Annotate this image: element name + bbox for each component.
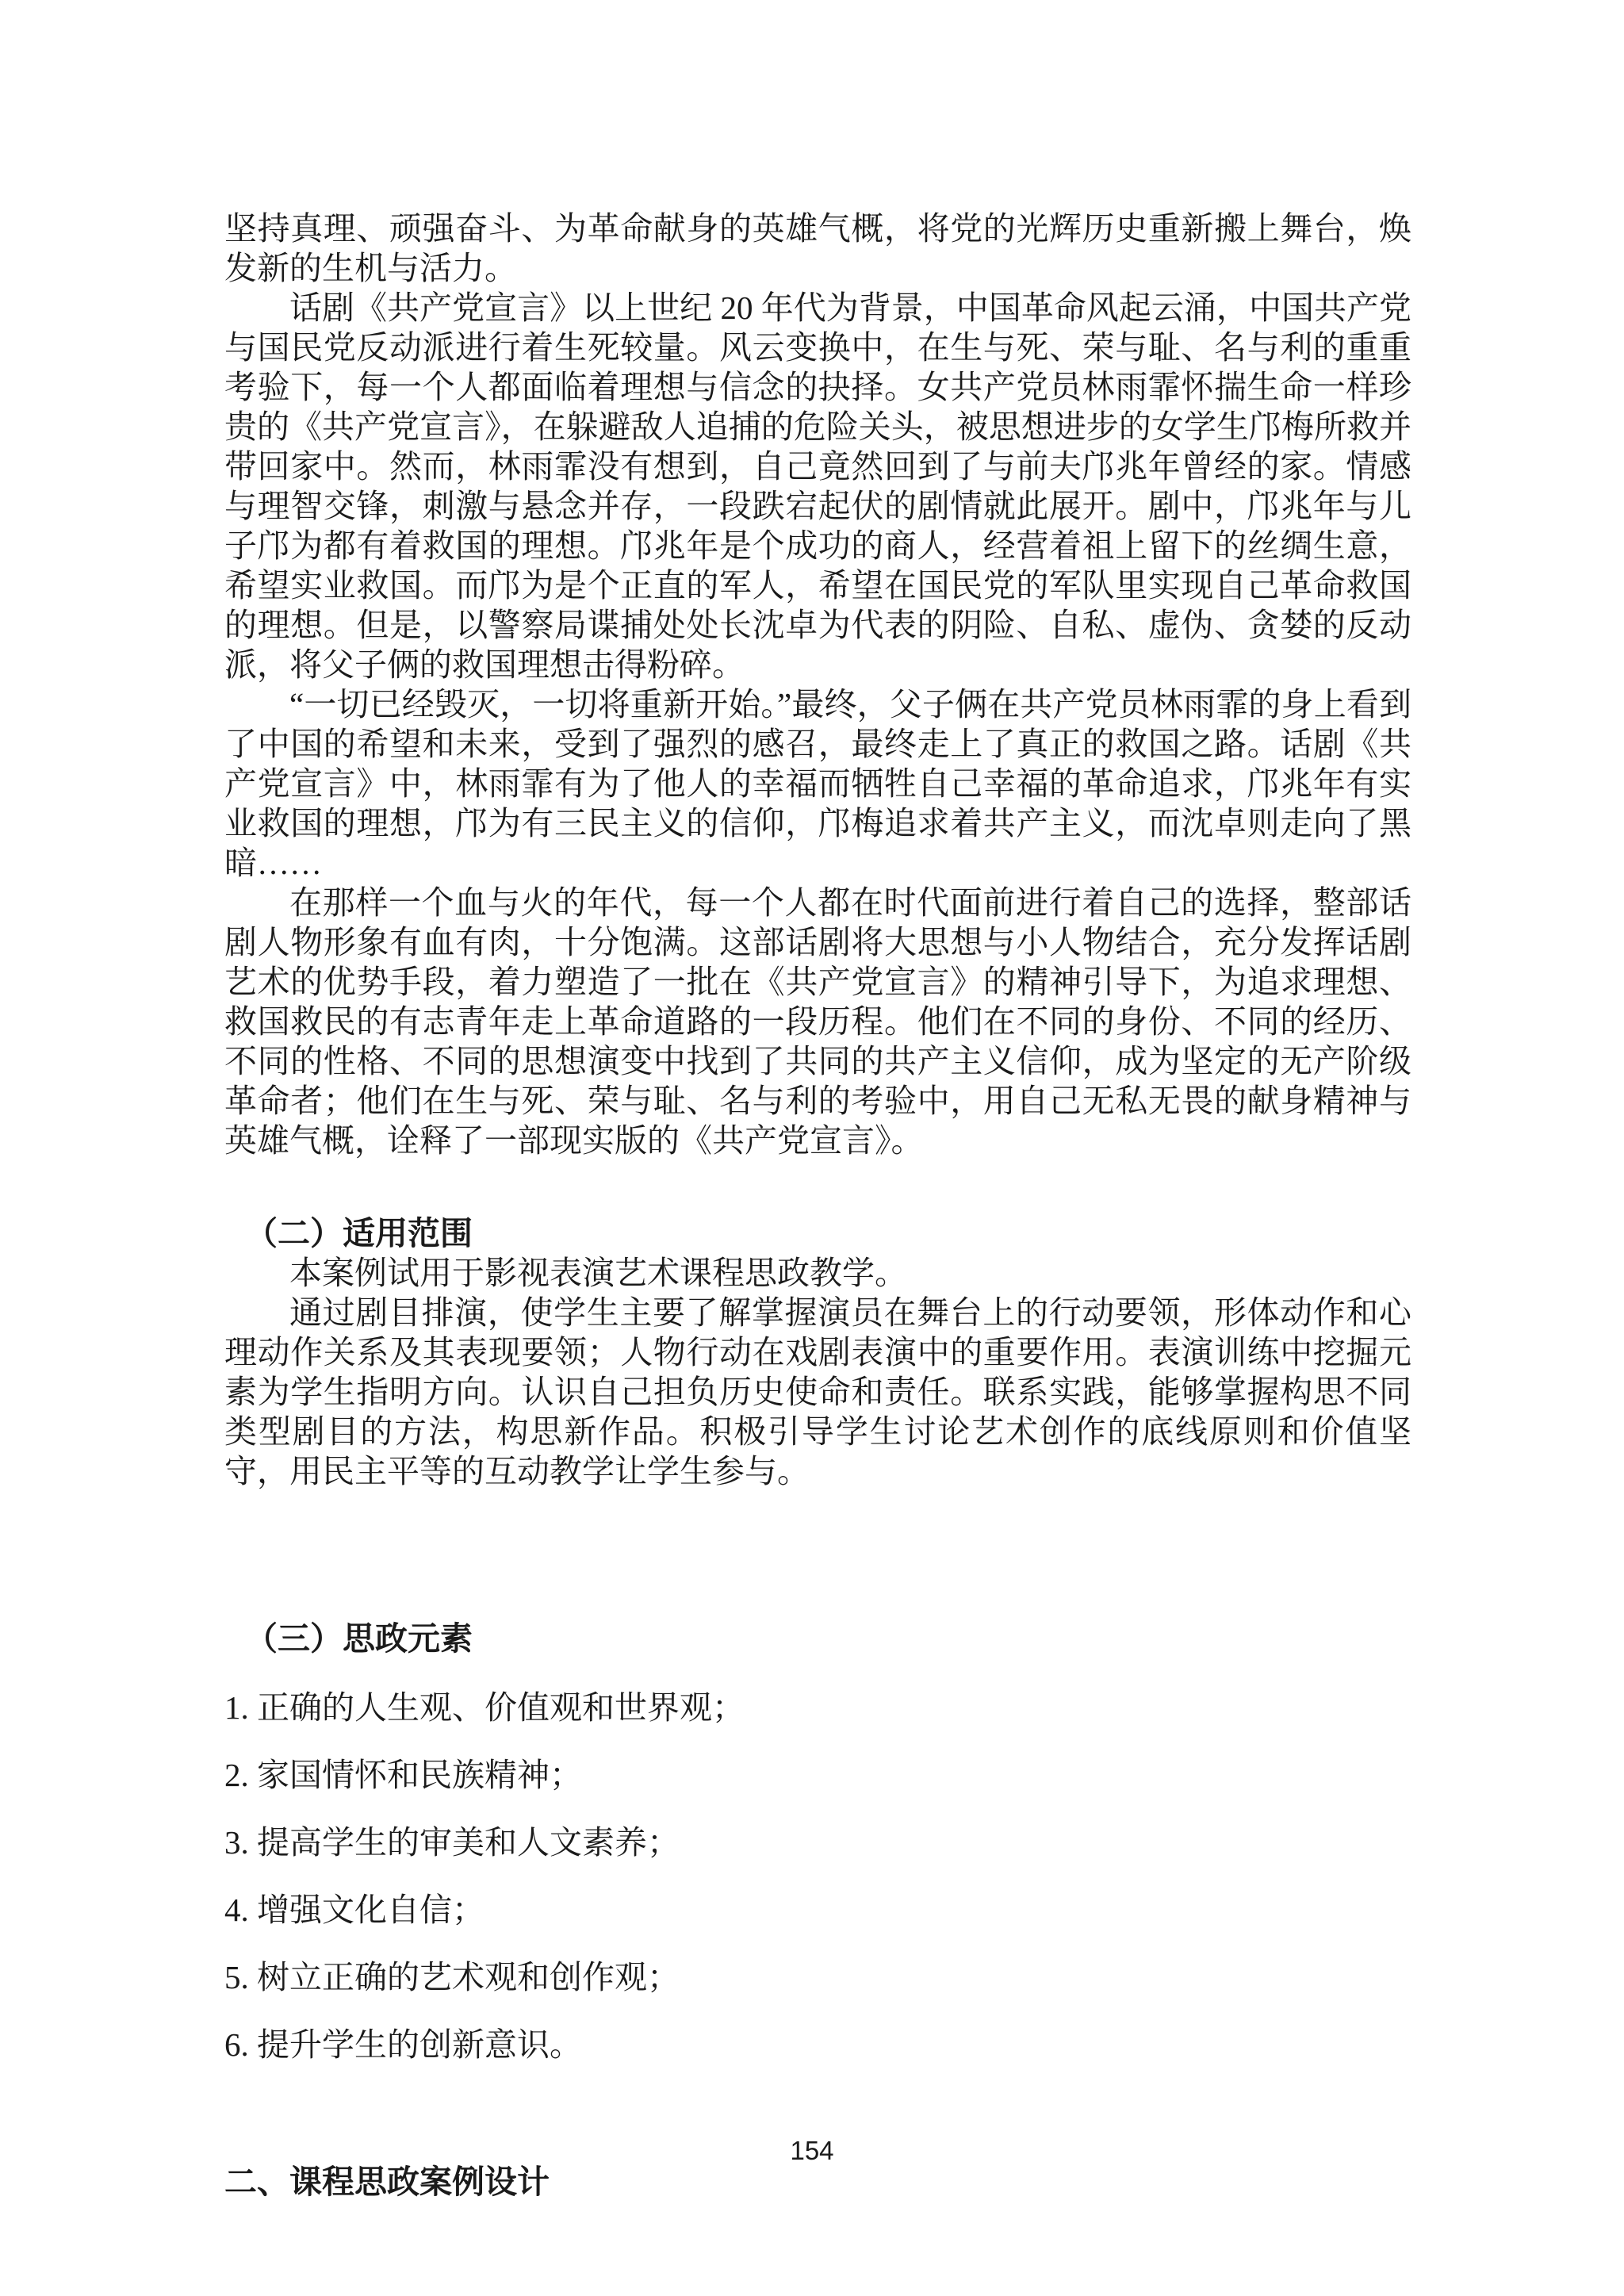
section-heading-design: 二、课程思政案例设计 bbox=[224, 2164, 550, 2200]
list-item: 3. 提高学生的审美和人文素养； bbox=[224, 1824, 680, 1861]
body-paragraph: 话剧《共产党宣言》以上世纪 20 年代为背景，中国革命风起云涌，中国共产党与国民党反动派进行着生死较量。风云变换中，在生与死、荣与耻、名与利的重重考验下，每一个人都面临着理想与信念的抉择。女共产党员林雨霏怀揣生命一样珍贵的《共产党宣言》，在躲避敌人追捕的危险关头，被思想进步的女学生邝梅所救并带回家中。然而，林雨霏没有想到，自己竟然回到了与前夫邝兆年曾经的家。情感与理智交锋，刺激与悬念并存，一段跌宕起伏的剧情就此展开。剧中，邝兆年与儿子邝为都有着救国的理想。邝兆年是个成功的商人，经营着祖上留下的丝绸生意，希望实业救国。而邝为是个正直的军人，希望在国民党的军队里实现自己革命救国的理想。但是，以警察局谍捕处处长沈卓为代表的阴险、自私、虚伪、贪婪的反动派，将父子俩的救国理想击得粉碎。 bbox=[224, 289, 1411, 683]
list-item: 5. 树立正确的艺术观和创作观； bbox=[224, 1959, 680, 1995]
scope-paragraph: 通过剧目排演，使学生主要了解掌握演员在舞台上的行动要领，形体动作和心理动作关系及其表现要领；人物行动在戏剧表演中的重要作用。表演训练中挖掘元素为学生指明方向。认识自己担负历史使命和责任。联系实践，能够掌握构思不同类型剧目的方法，构思新作品。积极引导学生讨论艺术创作的底线原则和价值坚守，用民主平等的互动教学让学生参与。 bbox=[224, 1294, 1411, 1489]
list-item: 2. 家国情怀和民族精神； bbox=[224, 1757, 582, 1793]
list-item: 1. 正确的人生观、价值观和世界观； bbox=[224, 1689, 745, 1726]
list-item: 6. 提升学生的创新意识。 bbox=[224, 2026, 582, 2063]
elements-list bbox=[224, 1688, 1411, 2064]
body-paragraph: 坚持真理、顽强奋斗、为革命献身的英雄气概，将党的光辉历史重新搬上舞台，焕发新的生机与活力。 bbox=[224, 210, 1411, 286]
page-content bbox=[224, 209, 1411, 2202]
scope-paragraph: 本案例试用于影视表演艺术课程思政教学。 bbox=[289, 1255, 907, 1291]
section-heading-elements: （三）思政元素 bbox=[245, 1620, 473, 1657]
section-heading-scope: （二）适用范围 bbox=[245, 1215, 473, 1251]
list-item: 4. 增强文化自信； bbox=[224, 1892, 485, 1928]
body-paragraph: 在那样一个血与火的年代，每一个人都在时代面前进行着自己的选择，整部话剧人物形象有血有肉，十分饱满。这部话剧将大思想与小人物结合，充分发挥话剧艺术的优势手段，着力塑造了一批在《共产党宣言》的精神引导下，为追求理想、救国救民的有志青年走上革命道路的一段历程。他们在不同的身份、不同的经历、不同的性格、不同的思想演变中找到了共同的共产主义信仰，成为坚定的无产阶级革命者；他们在生与死、荣与耻、名与利的考验中，用自己无私无畏的献身精神与英雄气概，诠释了一部现实版的《共产党宣言》。 bbox=[224, 884, 1411, 1159]
body-paragraph: “一切已经毁灭，一切将重新开始。”最终，父子俩在共产党员林雨霏的身上看到了中国的希望和未来，受到了强烈的感召，最终走上了真正的救国之路。话剧《共产党宣言》中，林雨霏有为了他人的幸福而牺牲自己幸福的革命追求，邝兆年有实业救国的理想，邝为有三民主义的信仰，邝梅追求着共产主义，而沈卓则走向了黑暗…… bbox=[224, 686, 1411, 881]
page-number: 154 bbox=[790, 2136, 834, 2165]
